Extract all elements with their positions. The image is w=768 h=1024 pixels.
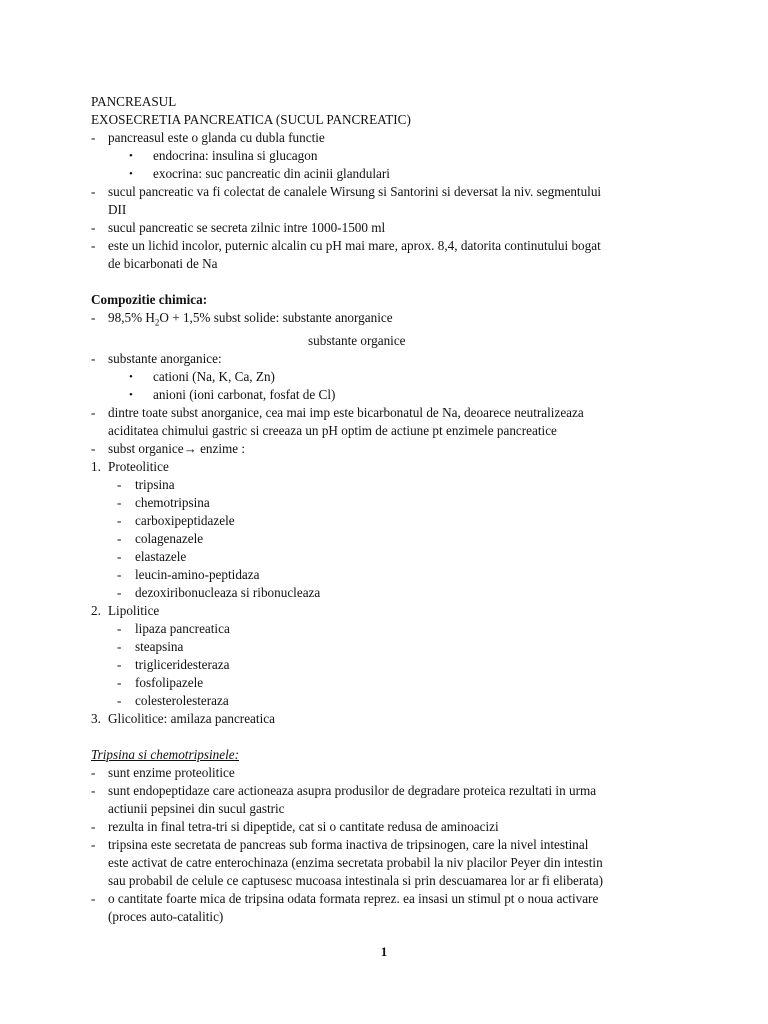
bullet-item: • cationi (Na, K, Ca, Zn)	[129, 368, 275, 384]
list-item: - rezulta in final tetra-tri si dipeptide, cat si o cantitate redusa de aminoacizi	[91, 818, 499, 834]
doc-title: PANCREASUL	[91, 94, 177, 109]
list-item: - pancreasul este o glanda cu dubla functie	[91, 130, 325, 145]
enzyme-item: - colagenazele	[117, 530, 204, 546]
document-body	[91, 93, 691, 926]
list-item: - sucul pancreatic va fi colectat de canalele Wirsung si Santorini si deversat la niv. segmentului DII	[91, 184, 602, 217]
enzyme-item: - chemotripsina	[117, 494, 210, 510]
section-heading: Tripsina si chemotripsinele:	[91, 746, 239, 762]
enzyme-group-heading: 3. Glicolitice: amilaza pancreatica	[91, 710, 275, 726]
enzyme-item: - fosfolipazele	[117, 674, 204, 690]
enzyme-item: - carboxipeptidazele	[117, 512, 235, 528]
enzyme-item: - dezoxiribonucleaza si ribonucleaza	[117, 584, 321, 600]
enzyme-item: - trigliceridesteraza	[117, 656, 230, 672]
list-item: - dintre toate subst anorganice, cea mai imp este bicarbonatul de Na, deoarece neutralizeaza aciditatea chimului gastric si creeaza un pH optim de actiune pt enzimele pancreatice	[91, 404, 584, 438]
list-continuation: substante organice	[308, 332, 406, 348]
enzyme-item: - steapsina	[117, 638, 184, 654]
list-item: - o cantitate foarte mica de tripsina odata formata reprez. ea insasi un stimul pt o noua activare (proces auto-catalitic)	[91, 890, 599, 924]
list-item: - tripsina este secretata de pancreas sub forma inactiva de tripsinogen, care la nivel intestinal este activat de catre enterochinaza (enzima secretata probabil la niv placilor Peyer din intestin sau probabil de celule ce captusesc mucoasa intestinala si prin descuamarea lor ar fi eliberata)	[91, 836, 604, 888]
enzyme-group-heading: 2. Lipolitice	[91, 602, 160, 618]
section-heading: Compozitie chimica:	[91, 292, 208, 307]
list-item: - sucul pancreatic se secreta zilnic intre 1000-1500 ml	[91, 220, 386, 235]
enzyme-item: - leucin-amino-peptidaza	[117, 566, 260, 582]
list-item: - este un lichid incolor, puternic alcalin cu pH mai mare, aprox. 8,4, datorita continutului bogat de bicarbonati de Na	[91, 238, 601, 271]
list-item: - sunt endopeptidaze care actioneaza asupra produsilor de degradare proteica rezultati in urma actiunii pepsinei din sucul gastric	[91, 782, 597, 816]
enzyme-item: - elastazele	[117, 548, 187, 564]
list-item: - sunt enzime proteolitice	[91, 764, 235, 780]
enzyme-item: - colesterolesteraza	[117, 692, 229, 708]
page-number: 1	[380, 944, 388, 959]
enzyme-group-heading: 1. Proteolitice	[91, 458, 169, 474]
bullet-item: • anioni (ioni carbonat, fosfat de Cl)	[129, 386, 336, 402]
arrow-icon: →	[183, 440, 197, 456]
list-item: - subst organice→ enzime :	[91, 440, 246, 456]
enzyme-groups	[91, 458, 691, 728]
list-item: - 98,5% $H_2O + 1,5\%$ subst solide: substante anorganice	[91, 310, 393, 328]
bullet-item: • endocrina: insulina si glucagon	[129, 148, 318, 163]
doc-subtitle: EXOSECRETIA PANCREATICA (SUCUL PANCREATIC)	[91, 112, 411, 127]
bullet-item: • exocrina: suc pancreatic din acinii glandulari	[129, 166, 390, 181]
list-item: - substante anorganice:	[91, 350, 222, 366]
enzyme-item: - tripsina	[117, 476, 175, 492]
enzyme-item: - lipaza pancreatica	[117, 620, 230, 636]
